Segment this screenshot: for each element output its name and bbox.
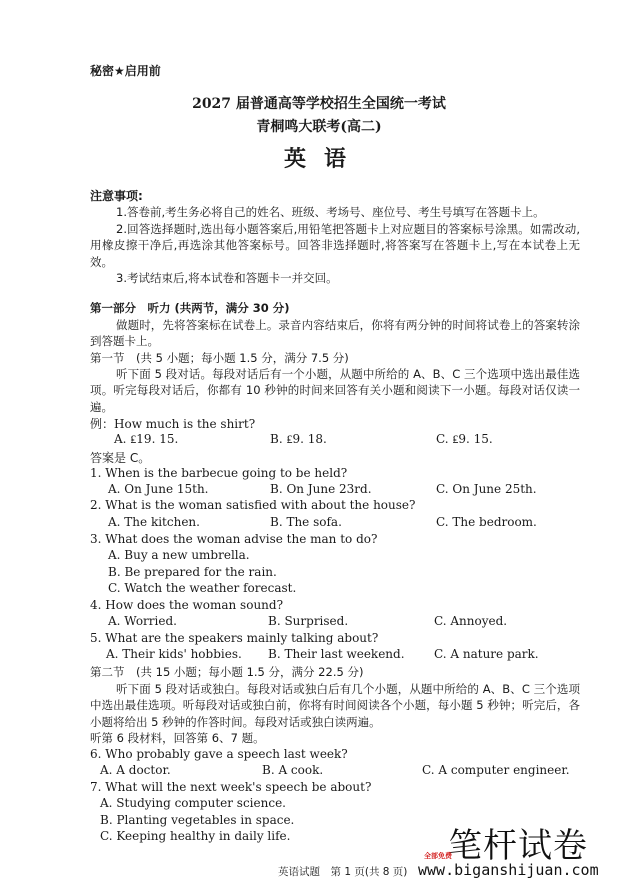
- q1-option-a: A. On June 15th.: [108, 482, 209, 496]
- watermark-url[interactable]: www.biganshijuan.com: [418, 861, 599, 879]
- page-footer: 英语试题 第 1 页(共 8 页): [278, 866, 408, 878]
- q1-option-c: C. On June 25th.: [436, 482, 537, 496]
- section2-instruction: 听下面 5 段对话或独白。每段对话或独白后有几个小题，从题中所给的 A、B、C 三个选项中选出最佳选项。听每段对话或独白前，你将有时间阅读各个小题，每小题 5 秒钟；听完后，各小题将给出 5 秒钟的作答时间。每段对话或独白读两遍。: [90, 682, 580, 729]
- question-1: 1. When is the barbecue going to be held?: [90, 466, 348, 480]
- watermark-brand: 笔杆试卷: [448, 826, 588, 866]
- example-question: 例：How much is the shirt?: [90, 417, 256, 431]
- watermark-free-label: 全部免费: [424, 852, 452, 860]
- section2-heading: 第二节 (共 15 小题；每小题 1.5 分，满分 22.5 分): [90, 665, 364, 679]
- confidential-label: 秘密★启用前: [90, 64, 161, 78]
- q6-option-a: A. A doctor.: [100, 763, 171, 777]
- section1-instruction: 听下面 5 段对话。每段对话后有一个小题，从题中所给的 A、B、C 三个选项中选出最佳选项。听完每段对话后，你都有 10 秒钟的时间来回答有关小题和阅读下一小题。每段对话仅读一遍。: [90, 367, 580, 414]
- part1-heading: 第一部分 听力 (共两节，满分 30 分): [90, 301, 290, 315]
- q3-option-c: C. Watch the weather forecast.: [108, 581, 297, 595]
- q2-option-a: A. The kitchen.: [108, 515, 200, 529]
- exam-subtitle: 青桐鸣大联考(高二): [256, 119, 382, 135]
- q2-option-c: C. The bedroom.: [436, 515, 537, 529]
- notice-item-1: 1.答卷前,考生务必将自己的姓名、班级、考场号、座位号、考生号填写在答题卡上。: [116, 205, 545, 219]
- example-option-a: A. ₤19. 15.: [114, 432, 179, 446]
- notice-item-2: 2.回答选择题时,选出每小题答案后,用铅笔把答题卡上对应题目的答案标号涂黑。如需改动,用橡皮擦干净后,再选涂其他答案标号。回答非选择题时,将答案写在答题卡上,写在本试卷上无效。: [90, 222, 580, 269]
- part1-instruction: 做题时，先将答案标在试卷上。录音内容结束后，你将有两分钟的时间将试卷上的答案转涂到答题卡上。: [90, 318, 580, 349]
- q4-option-a: A. Worried.: [108, 614, 177, 628]
- q7-option-c: C. Keeping healthy in daily life.: [100, 829, 291, 843]
- q7-option-a: A. Studying computer science.: [100, 796, 286, 810]
- question-4: 4. How does the woman sound?: [90, 598, 284, 612]
- notice-item-3: 3.考试结束后,将本试卷和答题卡一并交回。: [116, 271, 338, 285]
- notice-heading: 注意事项:: [90, 189, 143, 203]
- material-6-label: 听第 6 段材料，回答第 6、7 题。: [90, 731, 265, 745]
- q5-option-b: B. Their last weekend.: [268, 647, 405, 661]
- question-7: 7. What will the next week's speech be about?: [90, 780, 372, 794]
- section1-heading: 第一节 (共 5 小题；每小题 1.5 分，满分 7.5 分): [90, 351, 349, 365]
- q5-option-c: C. A nature park.: [434, 647, 539, 661]
- q3-option-a: A. Buy a new umbrella.: [108, 548, 250, 562]
- question-5: 5. What are the speakers mainly talking about?: [90, 631, 379, 645]
- example-option-c: C. ₤9. 15.: [436, 432, 493, 446]
- subject-title: 英语: [283, 147, 364, 172]
- q7-option-b: B. Planting vegetables in space.: [100, 813, 295, 827]
- example-answer: 答案是 C。: [90, 451, 151, 465]
- question-3: 3. What does the woman advise the man to do?: [90, 532, 378, 546]
- q1-option-b: B. On June 23rd.: [270, 482, 372, 496]
- q4-option-b: B. Surprised.: [268, 614, 349, 628]
- q4-option-c: C. Annoyed.: [434, 614, 508, 628]
- q6-option-c: C. A computer engineer.: [422, 763, 570, 777]
- question-6: 6. Who probably gave a speech last week?: [90, 747, 348, 761]
- q6-option-b: B. A cook.: [262, 763, 324, 777]
- q3-option-b: B. Be prepared for the rain.: [108, 565, 277, 579]
- example-option-b: B. ₤9. 18.: [270, 432, 327, 446]
- q2-option-b: B. The sofa.: [270, 515, 342, 529]
- question-2: 2. What is the woman satisfied with about the house?: [90, 498, 416, 512]
- exam-title: 2027 届普通高等学校招生全国统一考试: [192, 96, 446, 112]
- q5-option-a: A. Their kids' hobbies.: [106, 647, 242, 661]
